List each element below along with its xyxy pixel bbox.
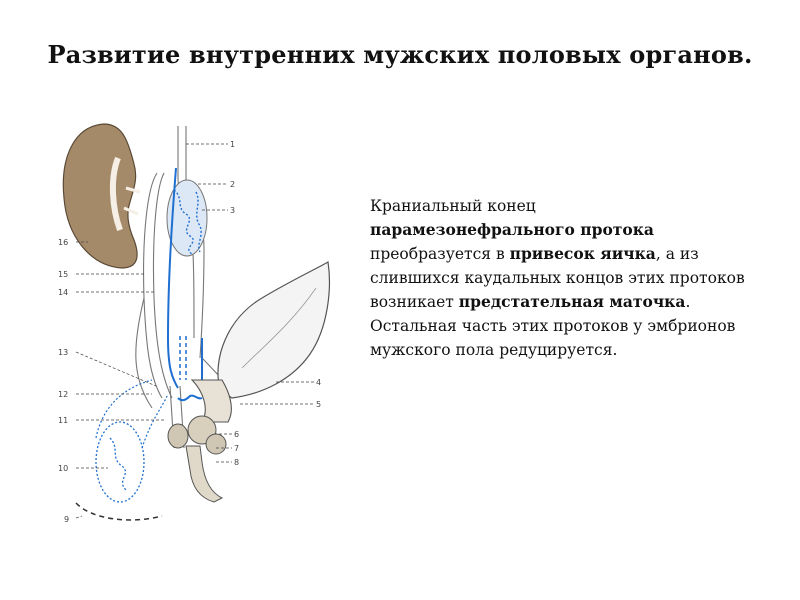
label-4: 4 bbox=[316, 378, 322, 387]
label-13: 13 bbox=[58, 348, 69, 357]
slide-title: Развитие внутренних мужских половых органов. bbox=[47, 40, 753, 69]
caption-part-4: . Остальная часть этих протоков у эмбрионов мужского пола редуцируется. bbox=[370, 293, 736, 359]
label-11: 11 bbox=[58, 416, 69, 425]
label-15: 15 bbox=[58, 270, 69, 279]
label-10: 10 bbox=[58, 464, 69, 473]
label-16: 16 bbox=[58, 238, 69, 247]
label-9: 9 bbox=[64, 515, 70, 524]
label-8: 8 bbox=[234, 458, 240, 467]
label-3: 3 bbox=[230, 206, 236, 215]
label-12: 12 bbox=[58, 390, 69, 399]
bladder-shape bbox=[218, 262, 329, 398]
caption-text bbox=[370, 194, 745, 362]
caption-term-paramesonephric-duct: парамезонефрального протока bbox=[370, 220, 654, 239]
label-5: 5 bbox=[316, 400, 322, 409]
label-6: 6 bbox=[234, 430, 240, 439]
caption-part-2: преобразуется в bbox=[370, 245, 510, 263]
label-2: 2 bbox=[230, 180, 236, 189]
anatomical-diagram bbox=[52, 118, 352, 538]
kidney-shape bbox=[63, 124, 140, 268]
caption-term-prostatic-utricle: предстательная маточка bbox=[458, 292, 686, 311]
label-14: 14 bbox=[58, 288, 69, 297]
urogenital-sinus bbox=[168, 380, 231, 502]
diagram-svg bbox=[52, 118, 352, 538]
caption-part-1: Краниальный конец bbox=[370, 197, 536, 215]
label-7: 7 bbox=[234, 444, 240, 453]
caption-part-3: , а из слившихся каудальных концов этих протоков возникает bbox=[370, 245, 745, 311]
caption-term-appendix-testis: привесок яичка bbox=[509, 244, 656, 263]
descended-testis bbox=[76, 380, 168, 520]
label-1: 1 bbox=[230, 140, 236, 149]
